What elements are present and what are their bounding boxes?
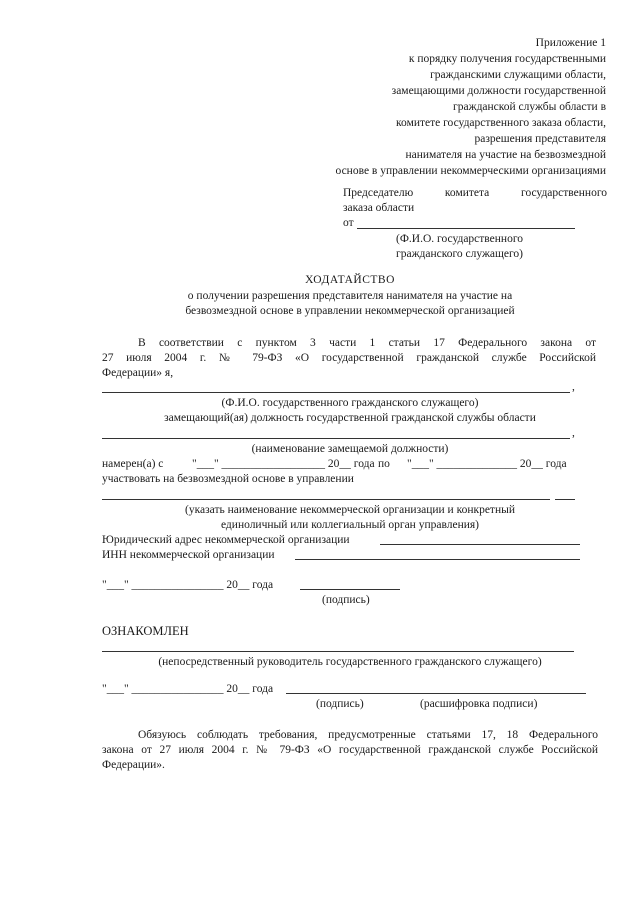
appendix-title: Приложение 1 — [535, 37, 606, 49]
acknowledgment-date[interactable]: "___" ________________ 20__ года — [102, 683, 274, 695]
position-statement: замещающий(ая) должность государственной гражданской службы области — [164, 412, 536, 424]
application-date[interactable]: "___" ________________ 20__ года — [102, 579, 274, 591]
addressee-fio-line[interactable] — [357, 228, 575, 229]
inn-label: ИНН некоммерческой организации — [102, 549, 275, 561]
punctuation: , — [572, 427, 575, 439]
position-caption: (наименование замещаемой должности) — [251, 443, 449, 455]
addressee-line: заказа области — [343, 202, 415, 214]
participate-line: участвовать на безвозмездной основе в управлении — [102, 473, 354, 485]
intend-to-word: по — [378, 458, 390, 470]
intend-from-date[interactable]: "___" __________________ 20__ года — [192, 458, 375, 470]
intend-prefix: намерен(а) с — [102, 458, 164, 470]
acknowledgment-heading: ОЗНАКОМЛЕН — [102, 624, 189, 638]
position-line[interactable] — [102, 438, 570, 439]
appendix-line: замещающими должности государственной — [391, 85, 606, 97]
legal-address-field[interactable] — [380, 544, 580, 545]
obligation-line: закона от 27 июля 2004 г. № 79-ФЗ «О государственной гражданской службе Российской — [102, 744, 598, 756]
organization-line[interactable] — [102, 499, 550, 500]
obligation-line: Федерации». — [102, 759, 165, 771]
applicant-signature-line[interactable] — [300, 589, 400, 590]
manager-caption: (непосредственный руководитель государственного гражданского служащего) — [158, 656, 542, 668]
paragraph-line: 27 июля 2004 г. № 79-ФЗ «О государственной гражданской службе Российской — [102, 352, 596, 364]
document-title: ХОДАТАЙСТВО — [305, 274, 395, 286]
appendix-line: к порядку получения государственными — [408, 53, 606, 65]
organization-caption: единоличный или коллегиальный орган управления) — [220, 519, 480, 531]
appendix-line: нанимателя на участие на безвозмездной — [405, 149, 606, 161]
appendix-line: основе в управлении некоммерческими организациями — [335, 165, 606, 177]
paragraph-line: Федерации» я, — [102, 367, 174, 379]
punctuation: , — [572, 381, 575, 393]
acknowledgment-signature-line[interactable] — [286, 693, 586, 694]
applicant-fio-line[interactable] — [102, 392, 570, 393]
intend-to-date[interactable]: "___" ______________ 20__ года — [407, 458, 567, 470]
obligation-line: Обязуюсь соблюдать требования, предусмотренные статьями 17, 18 Федерального — [138, 729, 598, 741]
addressee-line: Председателю комитета государственного — [343, 187, 607, 199]
inn-field[interactable] — [295, 559, 580, 560]
organization-caption: (указать наименование некоммерческой организации и конкретный — [185, 504, 515, 516]
paragraph-line: В соответствии с пунктом 3 части 1 статьи 17 Федерального закона от — [138, 337, 596, 349]
appendix-line: гражданской службы области в — [453, 101, 606, 113]
manager-line[interactable] — [102, 651, 574, 652]
addressee-fio-caption: (Ф.И.О. государственного — [396, 233, 524, 245]
document-subtitle: безвозмездной основе в управлении некоммерческой организацией — [185, 305, 515, 317]
appendix-line: комитете государственного заказа области, — [396, 117, 606, 129]
appendix-line: разрешения представителя — [474, 133, 606, 145]
addressee-fio-caption: гражданского служащего) — [396, 248, 523, 260]
addressee-from-label: от — [343, 217, 354, 229]
manager-signature-caption: (подпись) — [316, 698, 364, 710]
organization-line-end[interactable] — [555, 499, 575, 500]
manager-decoding-caption: (расшифровка подписи) — [420, 698, 538, 710]
applicant-fio-caption: (Ф.И.О. государственного гражданского служащего) — [221, 397, 479, 409]
appendix-line: гражданскими служащими области, — [430, 69, 606, 81]
applicant-signature-caption: (подпись) — [322, 594, 370, 606]
legal-address-label: Юридический адрес некоммерческой организации — [102, 534, 350, 546]
document-subtitle: о получении разрешения представителя нанимателя на участие на — [187, 290, 513, 302]
